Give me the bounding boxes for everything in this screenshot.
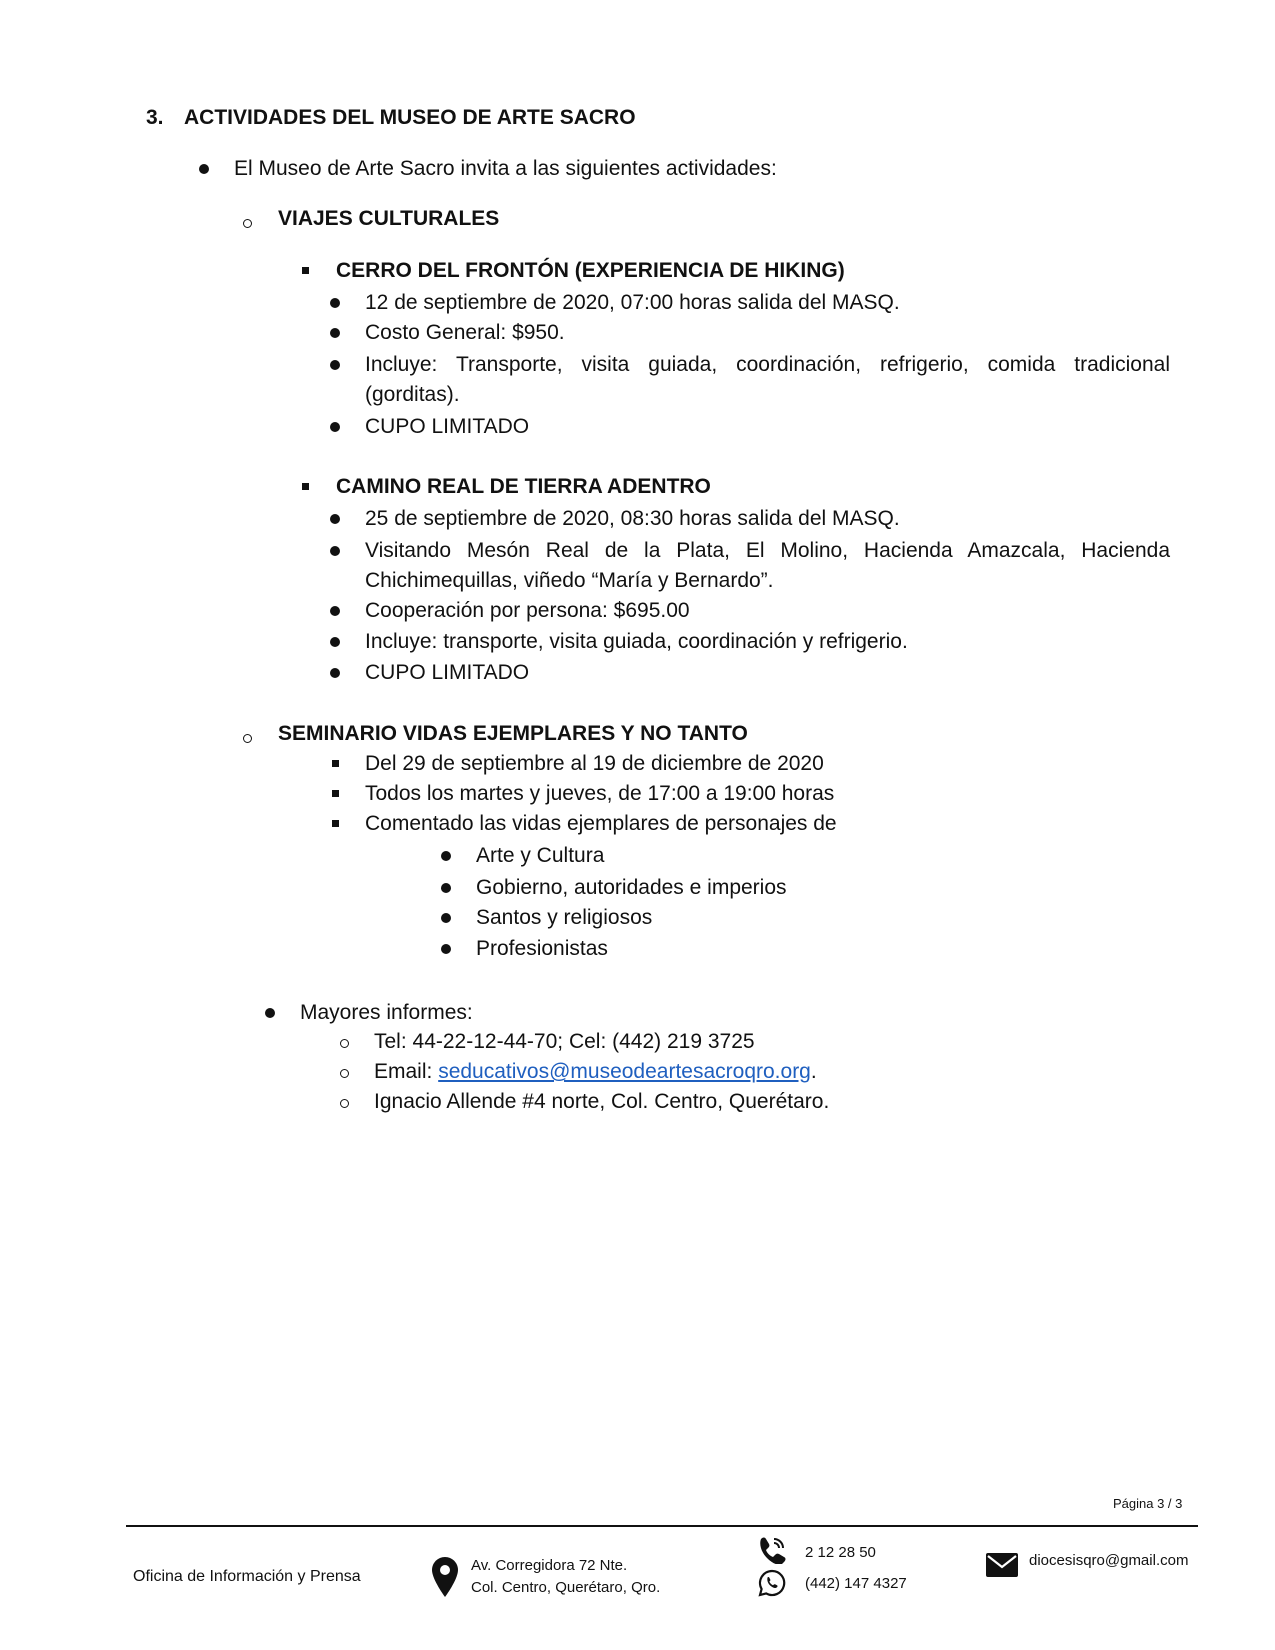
section-title: ACTIVIDADES DEL MUSEO DE ARTE SACRO [184, 106, 636, 129]
trip-item: Incluye: Transporte, visita guiada, coordinación, refrigerio, comida tradicional [365, 353, 1170, 376]
bullet-square [332, 760, 339, 767]
bullet-dot [441, 944, 451, 954]
bullet-dot [330, 514, 340, 524]
bullet-ring [243, 219, 252, 228]
footer-address-line2: Col. Centro, Querétaro, Qro. [471, 1579, 661, 1596]
bullet-dot [330, 668, 340, 678]
envelope-icon [986, 1553, 1018, 1577]
bullet-ring [340, 1069, 349, 1078]
bullet-dot [330, 637, 340, 647]
viajes-title: VIAJES CULTURALES [278, 207, 500, 230]
seminario-item: Comentado las vidas ejemplares de personajes de [365, 812, 837, 835]
trip-item: CUPO LIMITADO [365, 415, 530, 438]
section-number: 3. [146, 106, 164, 129]
trip-item-continued: Chichimequillas, viñedo “María y Bernardo”. [365, 569, 774, 592]
informes-tel: Tel: 44-22-12-44-70; Cel: (442) 219 3725 [374, 1030, 755, 1053]
email-label: Email: [374, 1060, 439, 1083]
footer-phone: 2 12 28 50 [805, 1544, 876, 1561]
bullet-square [332, 820, 339, 827]
trip-item: 25 de septiembre de 2020, 08:30 horas salida del MASQ. [365, 507, 900, 530]
seminario-title: SEMINARIO VIDAS EJEMPLARES Y NO TANTO [278, 722, 748, 745]
trip-title: CAMINO REAL DE TIERRA ADENTRO [336, 475, 711, 498]
bullet-square [332, 790, 339, 797]
bullet-ring [243, 734, 252, 743]
bullet-dot [441, 851, 451, 861]
page-number: Página 3 / 3 [1113, 1496, 1183, 1511]
footer-whatsapp: (442) 147 4327 [805, 1575, 907, 1592]
trip-item-continued: (gorditas). [365, 383, 460, 406]
trip-title: CERRO DEL FRONTÓN (EXPERIENCIA DE HIKING) [336, 259, 845, 282]
footer-address-line1: Av. Corregidora 72 Nte. [471, 1557, 628, 1574]
trip-item: Cooperación por persona: $695.00 [365, 599, 690, 622]
bullet-dot [441, 913, 451, 923]
bullet-dot [265, 1008, 275, 1018]
informes-address: Ignacio Allende #4 norte, Col. Centro, Querétaro. [374, 1090, 830, 1113]
seminario-item: Del 29 de septiembre al 19 de diciembre de 2020 [365, 752, 824, 775]
trip-item: Visitando Mesón Real de la Plata, El Molino, Hacienda Amazcala, Hacienda [365, 539, 1170, 562]
seminario-subitem: Arte y Cultura [476, 844, 605, 867]
trip-item: Incluye: transporte, visita guiada, coordinación y refrigerio. [365, 630, 908, 653]
footer-divider [126, 1525, 1198, 1527]
bullet-dot [330, 606, 340, 616]
footer-office: Oficina de Información y Prensa [133, 1568, 361, 1585]
informes-email-line [374, 1057, 817, 1087]
email-punctuation: . [810, 1060, 817, 1083]
seminario-subitem: Profesionistas [476, 937, 608, 960]
whatsapp-icon [758, 1569, 786, 1597]
bullet-dot [330, 328, 340, 338]
bullet-dot [330, 422, 340, 432]
bullet-dot [441, 883, 451, 893]
trip-item: CUPO LIMITADO [365, 661, 530, 684]
informes-title: Mayores informes: [300, 1001, 473, 1024]
footer-email: diocesisqro@gmail.com [1029, 1552, 1189, 1569]
bullet-dot [330, 360, 340, 370]
bullet-dot [330, 298, 340, 308]
trip-item: Costo General: $950. [365, 321, 565, 344]
email-link[interactable]: seducativos@museodeartesacroqro.org [438, 1060, 811, 1083]
seminario-subitem: Gobierno, autoridades e imperios [476, 876, 787, 899]
bullet-square [302, 267, 309, 274]
bullet-square [302, 483, 309, 490]
seminario-subitem: Santos y religiosos [476, 906, 653, 929]
bullet-ring [340, 1099, 349, 1108]
bullet-dot [330, 546, 340, 556]
bullet-ring [340, 1039, 349, 1048]
phone-icon [757, 1536, 787, 1564]
trip-item: 12 de septiembre de 2020, 07:00 horas salida del MASQ. [365, 291, 900, 314]
bullet-dot [199, 164, 209, 174]
seminario-item: Todos los martes y jueves, de 17:00 a 19:00 horas [365, 782, 835, 805]
location-pin-icon [432, 1557, 458, 1597]
intro-text: El Museo de Arte Sacro invita a las siguientes actividades: [234, 157, 777, 180]
